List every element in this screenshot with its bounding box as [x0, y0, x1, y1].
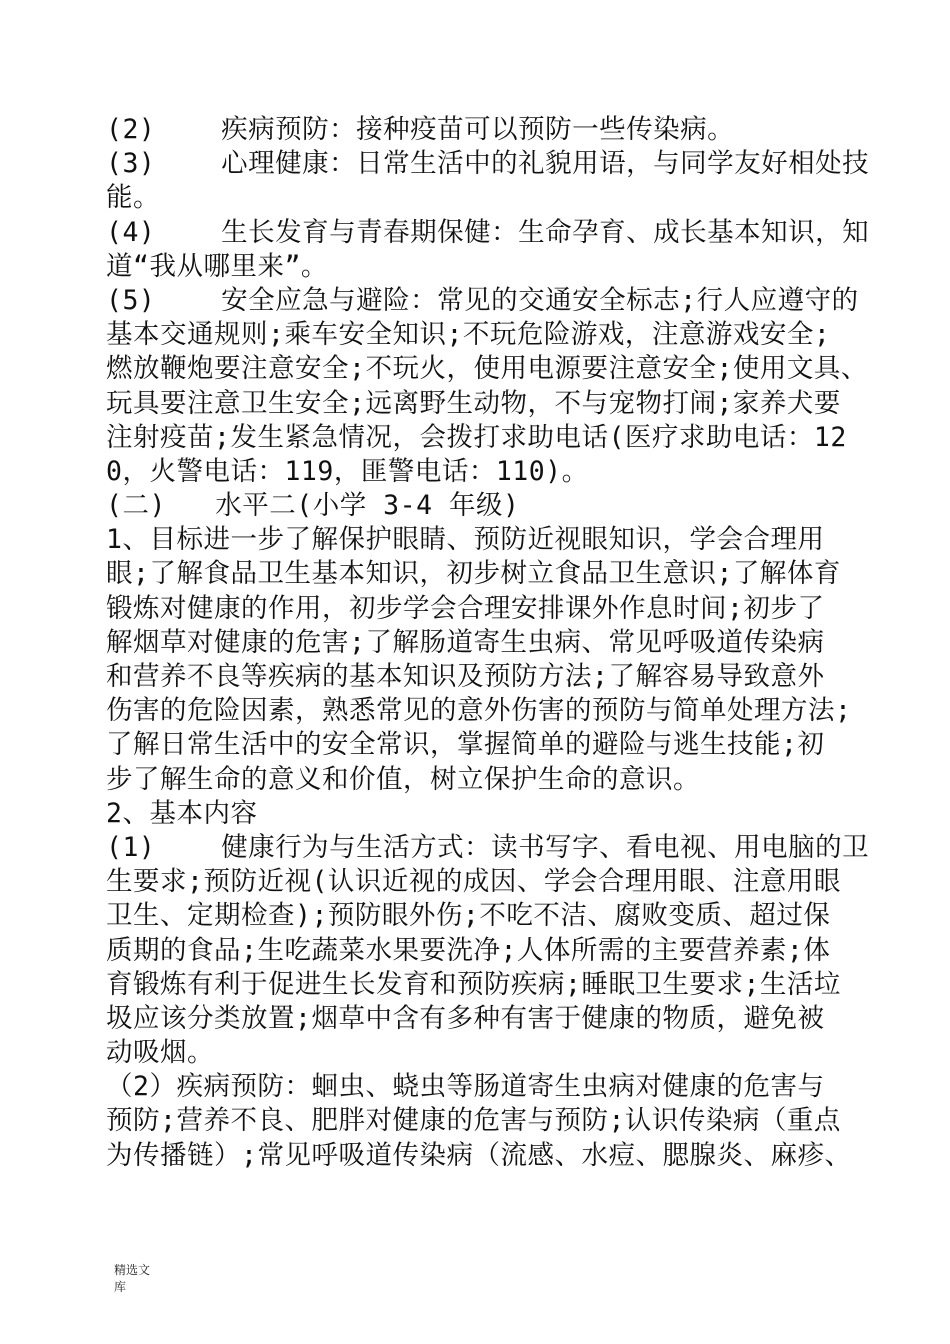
text-line: 了解日常生活中的安全常识，掌握简单的避险与逃生技能;初	[106, 729, 825, 761]
text-line: 能。	[106, 182, 160, 214]
text-line: 质期的食品;生吃蔬菜水果要洗净;人体所需的主要营养素;体	[106, 934, 831, 966]
text-line: （2）疾病预防：蛔虫、蛲虫等肠道寄生虫病对健康的危害与	[106, 1071, 825, 1103]
text-line: 和营养不良等疾病的基本知识及预防方法;了解容易导致意外	[106, 661, 825, 692]
text-line: 玩具要注意卫生安全;远离野生动物，不与宠物打闹;家养犬要	[106, 387, 841, 419]
text-line: (3) 心理健康：日常生活中的礼貌用语，与同学友好相处技	[106, 148, 870, 180]
text-line: (2) 疾病预防：接种疫苗可以预防一些传染病。	[106, 114, 735, 145]
text-line: 步了解生命的意义和价值，树立保护生命的意识。	[106, 763, 700, 795]
text-line: 育锻炼有利于促进生长发育和预防疾病;睡眠卫生要求;生活垃	[106, 968, 841, 1000]
footer-line: 精选文	[114, 1263, 151, 1277]
section-heading: (二) 水平二(小学 3-4 年级)	[106, 490, 520, 522]
section-heading: 2、基本内容	[106, 797, 258, 829]
footer-line: 库	[114, 1280, 127, 1294]
document-body	[106, 113, 870, 1173]
page-footer	[114, 1262, 150, 1296]
text-line: 基本交通规则;乘车安全知识;不玩危险游戏，注意游戏安全;	[106, 319, 831, 351]
text-line: 预防;营养不良、肥胖对健康的危害与预防;认识传染病（重点	[106, 1105, 841, 1137]
text-line: 锻炼对健康的作用，初步学会合理安排课外作息时间;初步了	[106, 592, 825, 624]
text-line: 道“我从哪里来”。	[106, 250, 328, 282]
text-line: 0，火警电话：119，匪警电话：110)。	[106, 455, 589, 487]
text-line: 生要求;预防近视(认识近视的成因、学会合理用眼、注意用眼	[106, 866, 841, 898]
text-line: (5) 安全应急与避险：常见的交通安全标志;行人应遵守的	[106, 284, 859, 316]
text-line: 伤害的危险因素，熟悉常见的意外伤害的预防与简单处理方法;	[106, 695, 852, 727]
text-line: 燃放鞭炮要注意安全;不玩火，使用电源要注意安全;使用文具、	[106, 353, 868, 385]
text-line: 1、目标进一步了解保护眼睛、预防近视眼知识，学会合理用	[106, 524, 825, 556]
text-line: 圾应该分类放置;烟草中含有多种有害于健康的物质，避免被	[106, 1002, 825, 1034]
text-line: 为传播链）;常见呼吸道传染病（流感、水痘、腮腺炎、麻疹、	[106, 1139, 852, 1171]
text-line: (4) 生长发育与青春期保健：生命孕育、成长基本知识，知	[106, 216, 870, 248]
text-line: 眼;了解食品卫生基本知识，初步树立食品卫生意识;了解体育	[106, 558, 841, 590]
text-line: 解烟草对健康的危害;了解肠道寄生虫病、常见呼吸道传染病	[106, 626, 825, 658]
text-line: (1) 健康行为与生活方式：读书写字、看电视、用电脑的卫	[106, 831, 870, 863]
text-line: 注射疫苗;发生紧急情况，会拨打求助电话(医疗求助电话：12	[106, 421, 847, 453]
text-line: 动吸烟。	[106, 1037, 214, 1069]
text-line: 卫生、定期检查);预防眼外伤;不吃不洁、腐败变质、超过保	[106, 900, 831, 932]
